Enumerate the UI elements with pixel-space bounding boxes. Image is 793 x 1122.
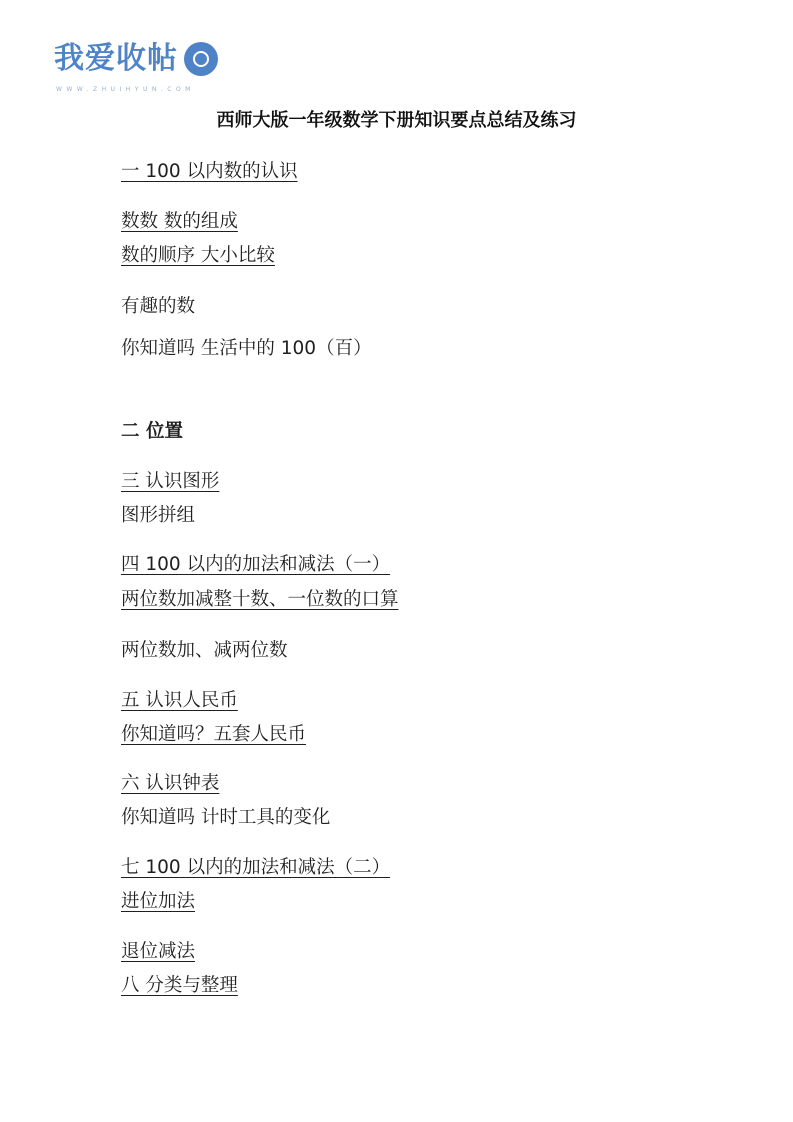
logo-badge-icon — [184, 42, 218, 76]
section-heading: 六 认识钟表 — [121, 773, 220, 794]
document-title: 西师大版一年级数学下册知识要点总结及练习 — [216, 110, 577, 131]
section-heading: 二 位置 — [121, 421, 183, 442]
logo-url: WWW.ZHUIHYUN.COM — [56, 86, 195, 93]
topic-line: 退位减法 — [121, 941, 196, 962]
topic-line: 进位加法 — [121, 891, 196, 912]
topic-line: 图形拼组 — [121, 505, 196, 526]
topic-line: 你知道吗 生活中的 100（百） — [121, 338, 372, 359]
topic-line: 两位数加减整十数、一位数的口算 — [121, 589, 399, 610]
topic-line: 你知道吗？五套人民币 — [121, 724, 307, 745]
section-heading: 三 认识图形 — [121, 471, 220, 492]
section-heading: 一 100 以内数的认识 — [121, 161, 298, 182]
section-heading: 四 100 以内的加法和减法（一） — [121, 554, 391, 575]
site-logo — [54, 40, 224, 96]
topic-line: 你知道吗 计时工具的变化 — [121, 807, 331, 828]
section-heading: 八 分类与整理 — [121, 975, 238, 996]
section-heading: 五 认识人民币 — [121, 690, 238, 711]
topic-line: 数的顺序 大小比较 — [121, 245, 275, 266]
logo-text: 我爱收帖 — [54, 41, 178, 76]
topic-line: 有趣的数 — [121, 296, 196, 317]
topic-line: 两位数加、减两位数 — [121, 640, 288, 661]
section-heading: 七 100 以内的加法和减法（二） — [121, 857, 391, 878]
topic-line: 数数 数的组成 — [121, 211, 238, 232]
